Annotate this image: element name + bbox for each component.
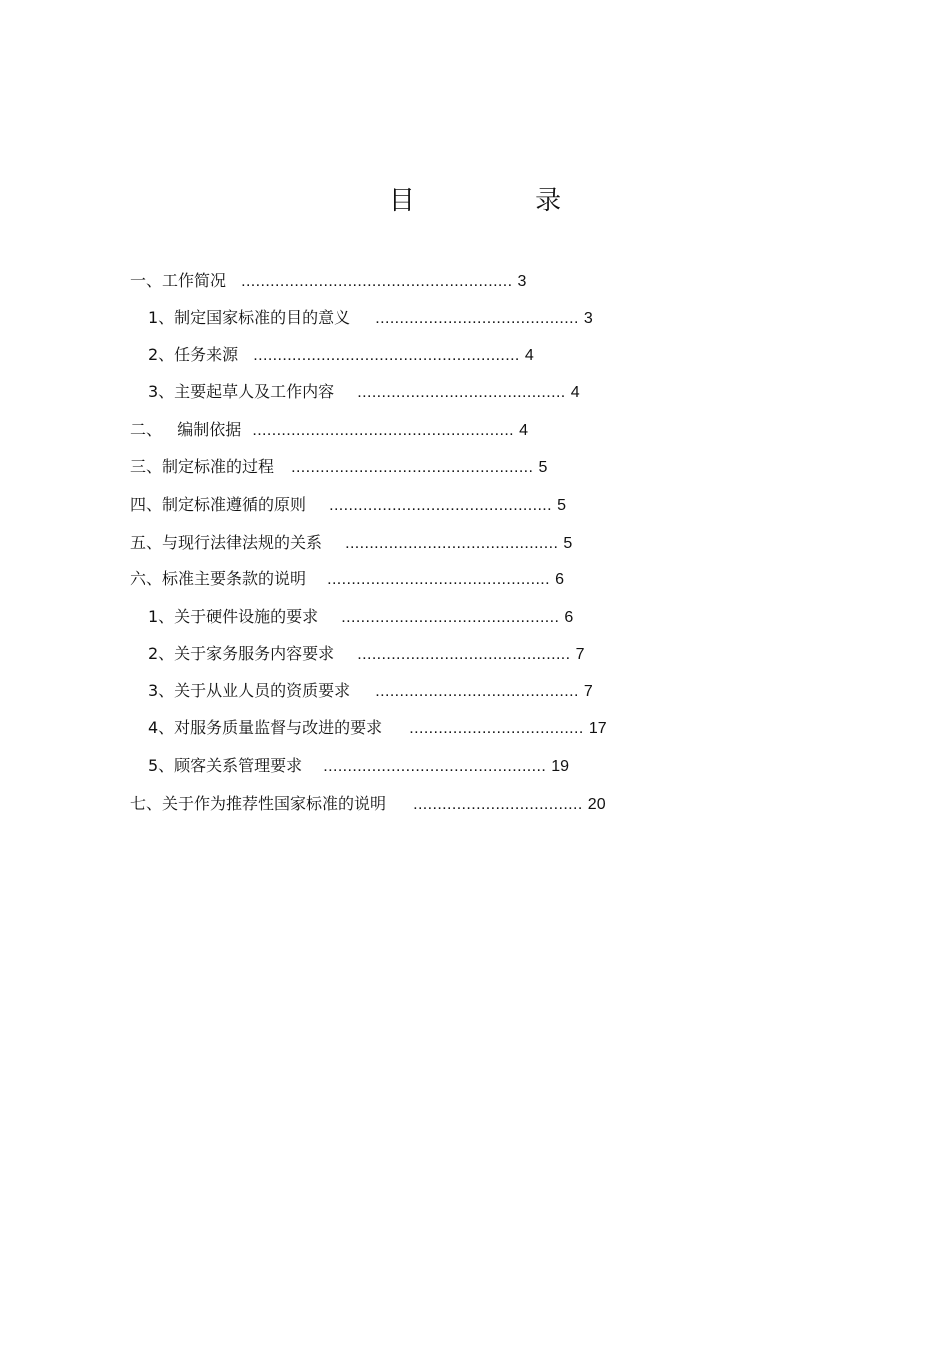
toc-entry-label: 1、制定国家标准的目的意义 <box>148 308 351 327</box>
toc-entry-page: 6 <box>564 609 574 626</box>
toc-entry-page: 20 <box>587 796 606 813</box>
toc-entry[interactable] <box>148 308 593 329</box>
toc-entry-leader: .............................................. <box>327 571 550 588</box>
toc-entry-label: 三、制定标准的过程 <box>130 457 275 476</box>
toc-entry-leader: ........................................... <box>357 384 566 401</box>
toc-entry-page: 6 <box>555 571 564 588</box>
toc-entry[interactable] <box>130 420 528 441</box>
toc-entry-page: 3 <box>583 310 593 327</box>
toc-entry-label: 四、制定标准遵循的原则 <box>130 495 307 514</box>
toc-entry-page: 4 <box>570 384 580 401</box>
toc-entry[interactable] <box>148 644 584 665</box>
toc-entry[interactable] <box>148 681 593 702</box>
toc-entry-label: 3、关于从业人员的资质要求 <box>148 681 351 700</box>
toc-entry[interactable] <box>148 756 569 777</box>
toc-entry-leader: .......................................... <box>375 683 579 700</box>
toc-entry[interactable] <box>130 495 566 516</box>
toc-entry-page: 17 <box>588 720 607 737</box>
toc-entry-label: 3、主要起草人及工作内容 <box>148 382 335 401</box>
toc-entry[interactable] <box>148 345 534 366</box>
toc-entry[interactable] <box>130 794 606 815</box>
toc-entry-leader: ............................................. <box>341 609 560 626</box>
toc-entry[interactable] <box>130 533 572 554</box>
toc-entry-label: 1、关于硬件设施的要求 <box>148 607 319 626</box>
toc-entry[interactable] <box>148 718 607 739</box>
toc-entry-leader: .................................................. <box>291 459 534 476</box>
toc-entry-leader: ........................................................ <box>241 273 513 290</box>
toc-entry-label: 五、与现行法律法规的关系 <box>130 533 323 552</box>
toc-entry[interactable] <box>130 569 564 590</box>
toc-entry[interactable] <box>148 607 573 628</box>
toc-entry-label: 5、顾客关系管理要求 <box>148 756 303 775</box>
toc-entry-page: 5 <box>563 535 573 552</box>
toc-entry-label: 六、标准主要条款的说明 <box>130 569 307 588</box>
toc-entry-label: 4、对服务质量监督与改进的要求 <box>148 718 383 737</box>
toc-entry-page: 5 <box>557 497 566 514</box>
toc-entry-page: 4 <box>519 422 529 439</box>
toc-entry-leader: .................................... <box>409 720 584 737</box>
toc-entry[interactable] <box>130 457 547 478</box>
toc-title: 目 录 <box>388 186 618 216</box>
toc-entry-leader: ............................................ <box>345 535 559 552</box>
toc-entry-page: 19 <box>551 758 570 775</box>
toc-entry-leader: ...................................................... <box>252 422 515 439</box>
toc-entry-leader: ............................................ <box>357 646 571 663</box>
toc-entry-label: 二、 编制依据 <box>130 420 242 439</box>
toc-entry-label: 七、关于作为推荐性国家标准的说明 <box>130 794 387 813</box>
toc-entry[interactable] <box>148 382 580 403</box>
toc-entry-leader: .............................................. <box>329 497 552 514</box>
toc-entry-page: 3 <box>517 273 527 290</box>
toc-entry-leader: .......................................... <box>375 310 579 327</box>
toc-entry-leader: .............................................. <box>323 758 547 775</box>
toc-entry-label: 2、关于家务服务内容要求 <box>148 644 335 663</box>
toc-entry-label: 一、工作简况 <box>130 271 227 290</box>
toc-entry-leader: ....................................................... <box>253 347 520 364</box>
toc-entry-page: 5 <box>538 459 548 476</box>
toc-entry[interactable] <box>130 271 526 292</box>
toc-entry-label: 2、任务来源 <box>148 345 239 364</box>
toc-entry-page: 7 <box>575 646 585 663</box>
toc-entry-page: 7 <box>583 683 593 700</box>
toc-entry-leader: ................................... <box>413 796 583 813</box>
toc-entry-page: 4 <box>524 347 534 364</box>
